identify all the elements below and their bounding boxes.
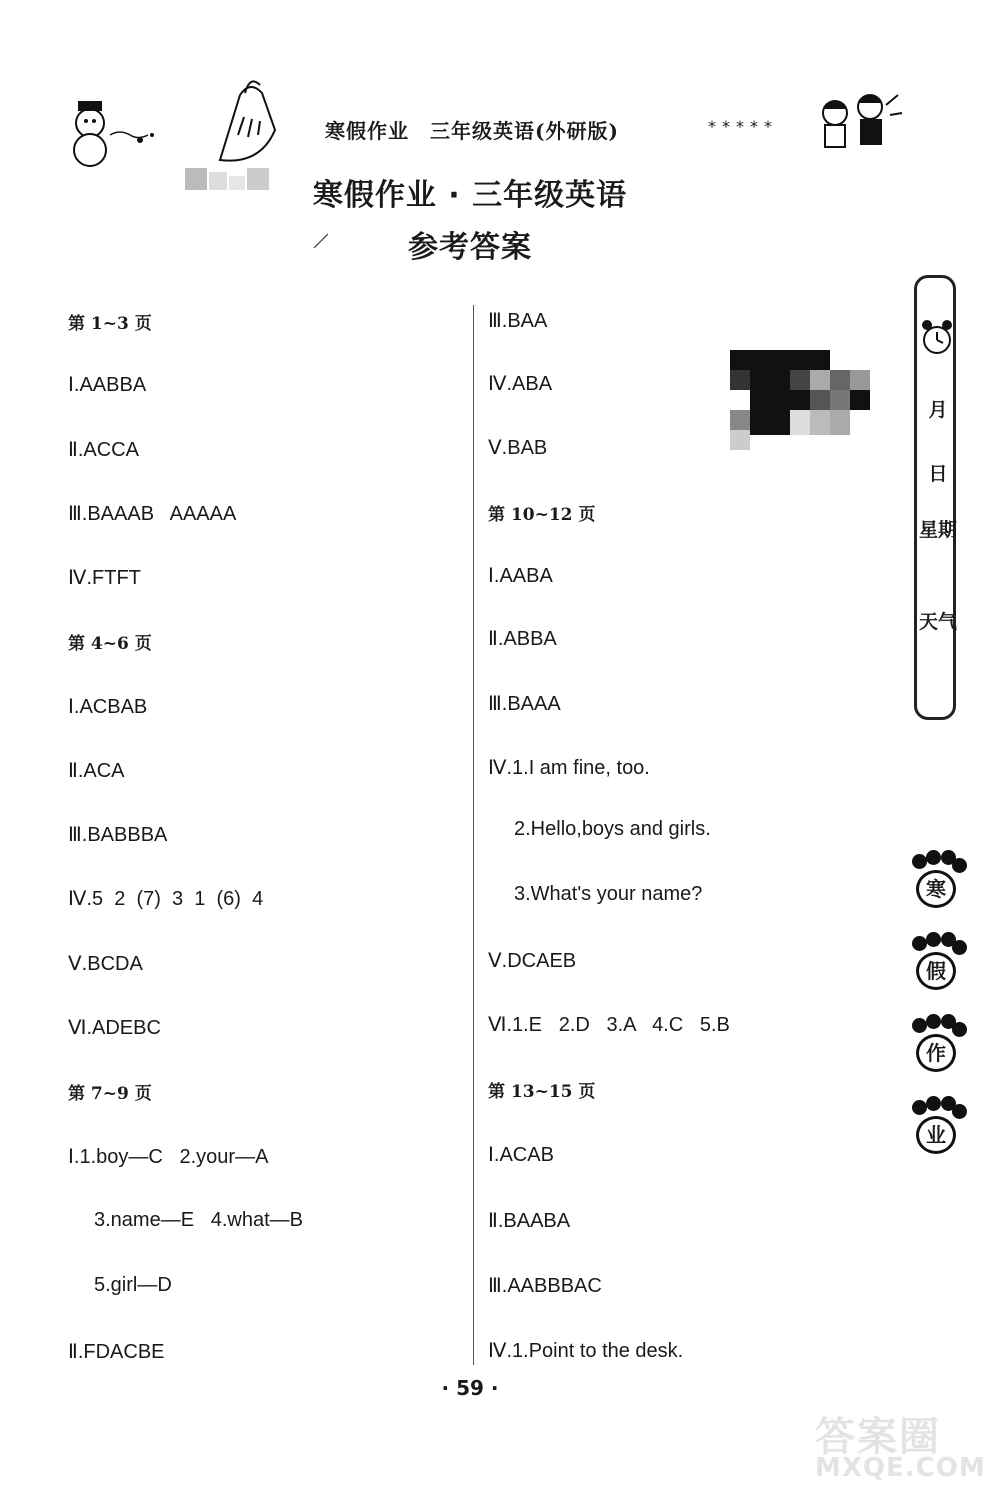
- header-title: 寒假作业 三年级英语(外研版): [325, 119, 619, 143]
- page-range-heading: 第 4~6 页: [68, 634, 152, 654]
- answer-line-indented: 3.name—E 4.what—B: [94, 1209, 303, 1231]
- page-header: [60, 95, 900, 170]
- answer-line-indented: 2.Hello,boys and girls.: [514, 818, 711, 840]
- page-number: · 59 ·: [441, 1376, 499, 1400]
- page-range-heading: 第 1~3 页: [68, 314, 152, 334]
- answer-line: Ⅰ.AABBA: [68, 374, 147, 396]
- column-divider: [473, 305, 474, 1365]
- answer-line: Ⅲ.BAAA: [488, 693, 561, 715]
- mosaic-redaction: [730, 350, 875, 455]
- answer-line: Ⅱ.FDACBE: [68, 1341, 165, 1363]
- snowman-illustration: [60, 95, 170, 170]
- answer-line: Ⅰ.1.boy—C 2.your—A: [68, 1146, 269, 1168]
- site-watermark: [805, 1405, 995, 1485]
- month-label: 月: [928, 399, 948, 421]
- paw-badge-text: 业: [916, 1116, 956, 1154]
- document-title: 寒假作业 · 三年级英语: [312, 178, 628, 213]
- answer-line: Ⅲ.BAA: [488, 310, 548, 332]
- page-range-heading: 第 10~12 页: [488, 505, 596, 525]
- answer-line: Ⅳ.1.I am fine, too.: [488, 757, 650, 779]
- answer-line: Ⅴ.BAB: [488, 437, 548, 459]
- date-weather-panel: [914, 275, 956, 720]
- answer-line: Ⅰ.ACAB: [488, 1144, 554, 1166]
- answer-line: Ⅲ.AABBBAC: [488, 1275, 602, 1297]
- page-range-heading: 第 13~15 页: [488, 1082, 596, 1102]
- watermark-url: MXQE.COM: [815, 1453, 986, 1483]
- answer-line: Ⅳ.FTFT: [68, 567, 141, 589]
- header-stars: *****: [708, 117, 778, 136]
- page-range-heading: 第 7~9 页: [68, 1084, 152, 1104]
- paw-badge: [908, 932, 966, 992]
- answer-line: Ⅲ.BAAAB AAAAA: [68, 503, 237, 525]
- answer-line-indented: 5.girl—D: [94, 1274, 172, 1296]
- paw-badge-text: 寒: [916, 870, 956, 908]
- answer-line: Ⅵ.1.E 2.D 3.A 4.C 5.B: [488, 1014, 730, 1036]
- answer-line: Ⅴ.BCDA: [68, 953, 143, 975]
- paw-badge: [908, 850, 966, 910]
- answer-line-indented: 3.What's your name?: [514, 883, 703, 905]
- kids-illustration: [810, 85, 905, 165]
- answer-line: Ⅰ.AABA: [488, 565, 553, 587]
- paw-badge-text: 作: [916, 1034, 956, 1072]
- answer-line: Ⅱ.ABBA: [488, 628, 557, 650]
- answer-line: Ⅴ.DCAEB: [488, 950, 577, 972]
- answer-line: Ⅳ.1.Point to the desk.: [488, 1340, 684, 1362]
- weather-label: 天气: [918, 611, 957, 633]
- day-label: 日: [928, 463, 948, 485]
- answer-line: Ⅳ.ABA: [488, 373, 553, 395]
- answer-line: Ⅱ.BAABA: [488, 1210, 571, 1232]
- paw-badge: [908, 1014, 966, 1074]
- answer-line: Ⅱ.ACCA: [68, 439, 139, 461]
- answer-line: Ⅲ.BABBBA: [68, 824, 168, 846]
- answer-line: Ⅳ.5 2 (7) 3 1 (6) 4: [68, 888, 264, 910]
- answer-line: Ⅱ.ACA: [68, 760, 125, 782]
- paw-badge-text: 假: [916, 952, 956, 990]
- alarm-clock-icon: [920, 318, 954, 358]
- pencil-bag-illustration: [200, 75, 290, 170]
- pen-stroke-mark: [312, 230, 332, 250]
- answer-line: Ⅰ.ACBAB: [68, 696, 148, 718]
- paw-badge: [908, 1096, 966, 1156]
- watermark-logo-text: 答案圈: [815, 1414, 941, 1460]
- document-subtitle: 参考答案: [408, 230, 532, 265]
- answer-line: Ⅵ.ADEBC: [68, 1017, 161, 1039]
- weekday-label: 星期: [918, 519, 957, 541]
